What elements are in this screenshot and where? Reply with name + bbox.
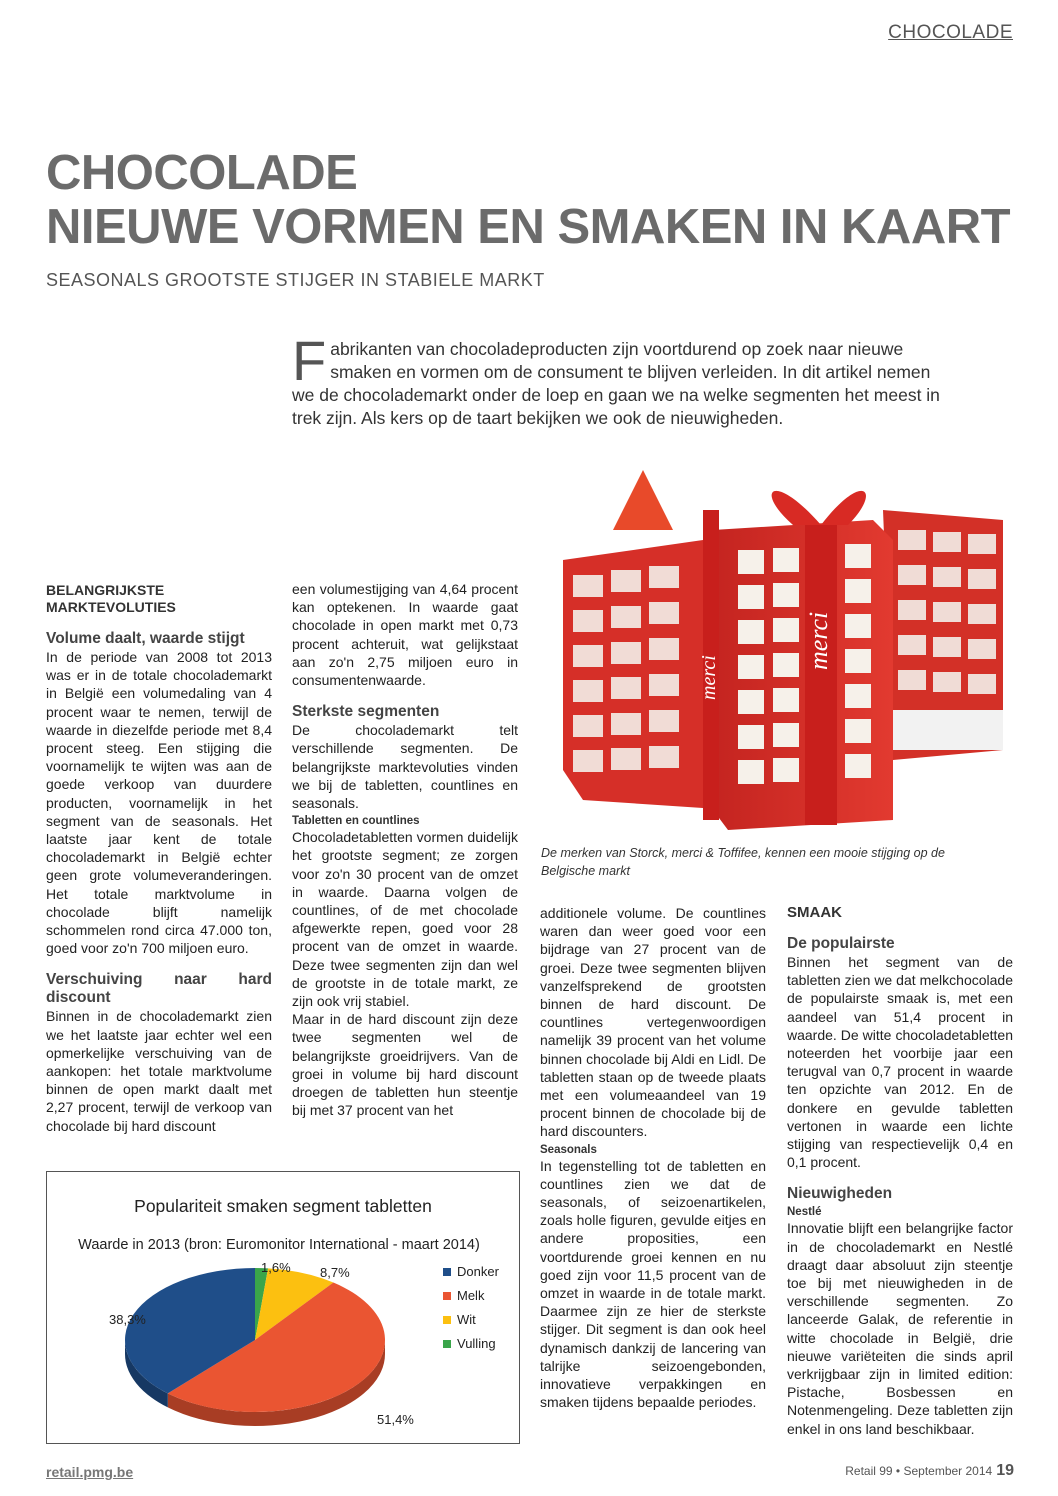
footer-issue bbox=[845, 1462, 1014, 1480]
paragraph: In tegenstelling tot de tabletten en countlines zien we dat de seasonals, of seizoenartikelen, zoals holle figuren, gevulde eitjes en andere proposities, een voortdurende groei kennen en nu goed zijn voor 11,5 procent van de omzet in waarde in de totale markt. Daarmee zijn ze hier de sterkste stijger. Dit segment is dan ook heel dynamisch dankzij de lancering van talrijke seizoengebonden, innovatieve verpakkingen en smaken tijdens bepaalde periodes. bbox=[540, 1157, 766, 1411]
merci-display-photo bbox=[563, 470, 1003, 836]
column-2 bbox=[292, 580, 518, 1119]
page-number: 19 bbox=[996, 1462, 1014, 1479]
pie-chart bbox=[47, 1172, 519, 1443]
paragraph: Binnen in de chocolademarkt zien we het laatste jaar echter wel een opmerkelijke verschuiving van de aankopen: het totale marktvolume binnen de open markt daalt met 2,27 procent, terwijl de verkoop van chocolade bij hard discount bbox=[46, 1008, 272, 1134]
column-3 bbox=[540, 904, 766, 1411]
legend-swatch-melk bbox=[443, 1292, 451, 1300]
heading-populairste: De populairste bbox=[787, 935, 895, 952]
intro-paragraph bbox=[292, 329, 942, 430]
paragraph: additionele volume. De countlines waren dan weer goed voor een bijdrage van 27 procent van de groei. Deze twee segmenten blijven vanzelfsprekend de grootsten binnen de hard discount. De countlines vertegenwoordigen namelijk 39 procent van het volume binnen chocolade bij Aldi en Lidl. De tabletten staan op de tweede plaats met een volumeaandeel van 19 procent binnen de chocolade bij de hard discounters. bbox=[540, 905, 766, 1140]
heading-sterkste-segmenten: Sterkste segmenten bbox=[292, 703, 440, 721]
title-line-1: CHOCOLADE bbox=[46, 146, 358, 200]
legend-swatch-wit bbox=[443, 1316, 451, 1324]
pie-label-donker: 38,3% bbox=[109, 1312, 146, 1327]
chart-subtitle: Waarde in 2013 (bron: Euromonitor International - maart 2014) bbox=[78, 1237, 480, 1253]
paragraph: Chocoladetabletten vormen duidelijk het grootste segment; ze zorgen voor zo'n 30 procent van de omzet in waarde. Daarna volgen de countlines, of de met chocolade afgewerkte repen, goed voor 28 procent van de omzet in waarde. Deze twee segmenten zijn dan wel de grootste in de totale markt, ze zijn ook vrij stabiel. bbox=[292, 829, 518, 1010]
paragraph: Innovatie blijft een belangrijke factor in de chocolademarkt en Nestlé draagt daar absoluut zijn steentje toe bij met nieuwigheden in de verschillende segmenten. Zo lanceerde Galak, de referentie in witte chocolade in België, drie nieuwe variëteiten die sinds april verkrijgbaar zijn in limited edition: Pistache, Bosbessen en Notenmengeling. Deze tabletten zijn enkel in ons land beschikbaar. bbox=[787, 1220, 1013, 1437]
heading-smaak: SMAAK bbox=[787, 904, 842, 921]
heading-verschuiving: Verschuiving naar hard discount bbox=[46, 971, 272, 1007]
chart-title: Populariteit smaken segment tabletten bbox=[134, 1196, 432, 1216]
legend-label-wit: Wit bbox=[457, 1312, 476, 1327]
section-tag: CHOCOLADE bbox=[888, 22, 1013, 43]
legend-label-melk: Melk bbox=[457, 1288, 485, 1303]
intro-dropcap: F bbox=[292, 329, 327, 392]
pie-label-melk: 51,4% bbox=[377, 1412, 414, 1427]
column-1 bbox=[46, 582, 272, 1135]
paragraph: In de periode van 2008 tot 2013 was er in de totale chocolademarkt in België een volumedaling van 4 procent waar te nemen, terwijl de waarde in diezelfde periode met 8,4 procent steeg. Een stijging die voornamelijk te wijten was aan de goede verkoop van duurdere producten, voornamelijk in het segment van de seasonals. Het laatste jaar kent de totale chocolademarkt in België echter geen grote volumeveranderingen. Het totale marktvolume in chocolade blijft namelijk schommelen rond circa 47.000 ton, goed voor zo'n 700 miljoen euro. bbox=[46, 649, 272, 957]
heading-marktevoluties: BELANGRIJKSTE MARKTEVOLUTIES bbox=[46, 582, 176, 615]
issue-text: Retail 99 • September 2014 bbox=[845, 1464, 993, 1478]
intro-text: abrikanten van chocoladeproducten zijn voortdurend op zoek naar nieuwe smaken en vormen om de consument te blijven verleiden. In dit artikel nemen we de chocolademarkt onder de loep en gaan we na welke segmenten het meest in trek zijn. Als kers op de taart bekijken we ook de nieuwigheden. bbox=[292, 339, 940, 428]
paragraph: een volumestijging van 4,64 procent kan optekenen. In waarde gaat chocolade in open markt met 0,73 procent achteruit, wat gelijkstaat aan zo'n 2,75 miljoen euro in consumentenwaarde. bbox=[292, 581, 518, 689]
pie-label-wit: 8,7% bbox=[320, 1265, 350, 1280]
legend-swatch-donker bbox=[443, 1268, 451, 1276]
legend-swatch-vulling bbox=[443, 1340, 451, 1348]
column-4 bbox=[787, 904, 1013, 1438]
heading-nieuwigheden: Nieuwigheden bbox=[787, 1185, 893, 1203]
heading-nestle: Nestlé bbox=[787, 1206, 822, 1219]
legend-label-donker: Donker bbox=[457, 1264, 499, 1279]
heading-volume: Volume daalt, waarde stijgt bbox=[46, 630, 245, 647]
article-title bbox=[46, 146, 1010, 254]
paragraph: Binnen het segment van de tabletten zien we dat melkchocolade de populairste smaak is, met een aandeel van 51,4 procent in waarde. De witte chocoladetabletten noteerden het voorbije jaar een terugval van 0,7 procent in waarde ten opzichte van 2012. En de donkere en gevulde tabletten vertonen in waarde een lichte stijging van respectievelijk 0,4 en 0,1 procent. bbox=[787, 954, 1013, 1171]
heading-tabletten: Tabletten en countlines bbox=[292, 815, 420, 828]
pie-chart-box bbox=[46, 1171, 520, 1444]
title-line-2: NIEUWE VORMEN EN SMAKEN IN KAART bbox=[46, 200, 1011, 254]
photo-caption: De merken van Storck, merci & Toffifee, kennen een mooie stijging op de Belgische markt bbox=[541, 846, 945, 878]
footer-site-link[interactable]: retail.pmg.be bbox=[46, 1464, 134, 1480]
paragraph: De chocolademarkt telt verschillende segmenten. De belangrijkste marktevoluties vinden we bij de tabletten, countlines en seasonals. bbox=[292, 722, 518, 812]
article-subtitle: SEASONALS GROOTSTE STIJGER IN STABIELE MARKT bbox=[46, 270, 545, 290]
paragraph: Maar in de hard discount zijn deze twee segmenten wel de belangrijkste groeidrijvers. Van de groei in volume bij hard discount droegen de tabletten hun steentje bij met 37 procent van het bbox=[292, 1011, 518, 1119]
heading-seasonals: Seasonals bbox=[540, 1143, 597, 1156]
legend-label-vulling: Vulling bbox=[457, 1336, 496, 1351]
pie-label-vulling: 1,6% bbox=[261, 1260, 291, 1275]
merci-logo-ribbon: merci bbox=[804, 611, 833, 670]
merci-logo-side: merci bbox=[698, 655, 720, 700]
